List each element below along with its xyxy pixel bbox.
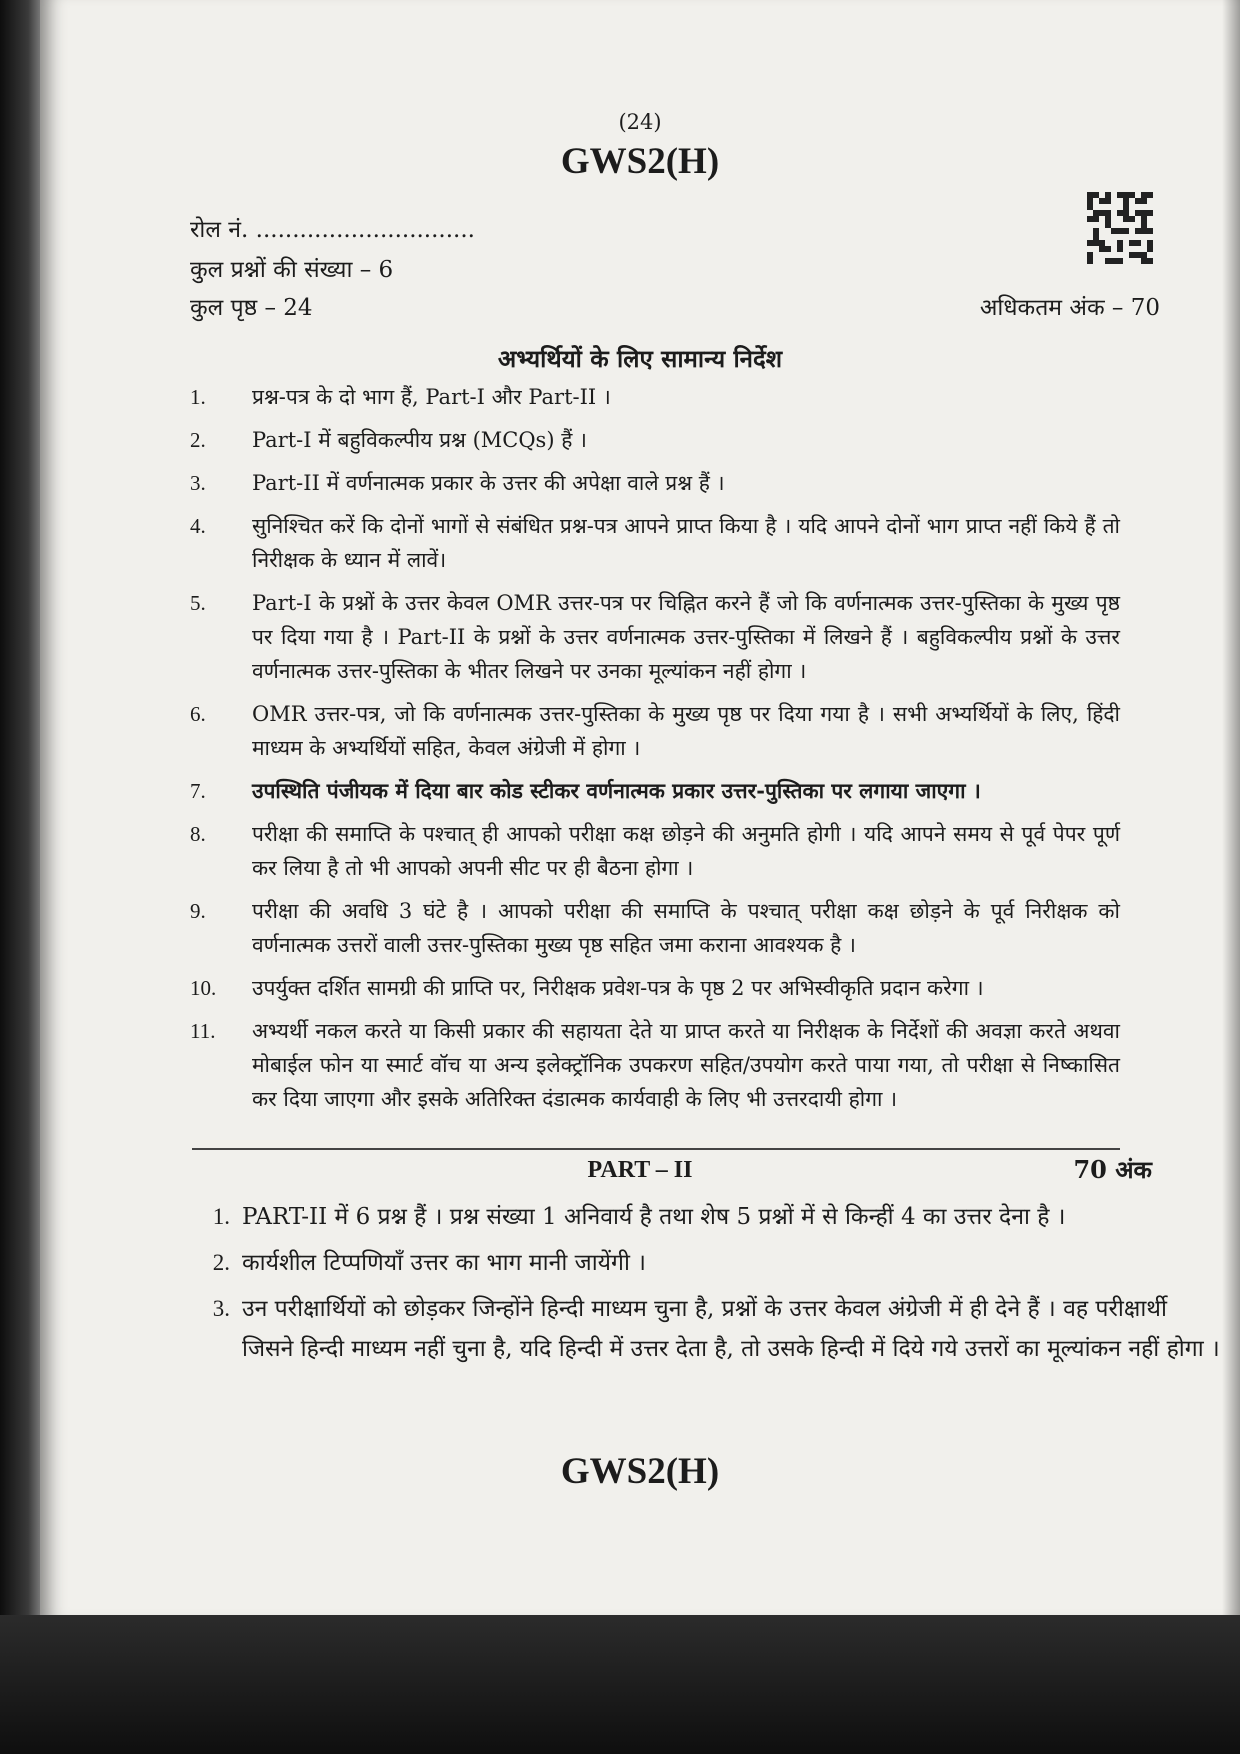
exam-page (40, 0, 1240, 1615)
page-edge-shadow (1222, 0, 1240, 1615)
list-item (190, 509, 1120, 577)
item-number: 1. (212, 1204, 230, 1229)
list-item (190, 774, 1120, 808)
list-item (190, 817, 1120, 885)
paper-code: GWS2(H) (560, 141, 720, 182)
list-item (190, 423, 1120, 457)
scan-bottom-background (0, 1615, 1240, 1754)
section-divider (192, 1148, 1120, 1150)
max-marks: अधिकतम अंक – 70 (979, 295, 1160, 321)
list-item (190, 697, 1120, 765)
item-text: Part-II में वर्णनात्मक प्रकार के उत्तर की अपेक्षा वाले प्रश्न हैं । (252, 471, 725, 495)
item-text: OMR उत्तर-पत्र, जो कि वर्णनात्मक उत्तर-पुस्तिका के मुख्य पृष्ठ पर दिया गया है । सभी अभ्यर्थियों के लिए, हिंदी माध्यम के अभ्यर्थियों सहित, केवल अंग्रेजी में होगा । (252, 702, 1120, 760)
item-number: 8. (190, 822, 206, 846)
item-text: कार्यशील टिप्पणियाँ उत्तर का भाग मानी जायेंगी । (242, 1250, 646, 1276)
instructions-list (190, 380, 1120, 1125)
page-number: (24) (618, 110, 662, 134)
item-number: 3. (190, 471, 206, 495)
item-number: 2. (212, 1250, 230, 1275)
list-item (190, 1014, 1120, 1116)
list-item (190, 1243, 1220, 1283)
list-item (190, 894, 1120, 962)
list-item (190, 1197, 1220, 1237)
list-item (190, 971, 1120, 1005)
item-number: 3. (212, 1296, 230, 1321)
qr-code-icon (1087, 192, 1153, 264)
item-number: 5. (190, 591, 206, 615)
item-number: 7. (190, 779, 206, 803)
item-text: उपर्युक्त दर्शित सामग्री की प्राप्ति पर, निरीक्षक प्रवेश-पत्र के पृष्ठ 2 पर अभिस्वीकृति प्रदान करेगा । (252, 976, 984, 1000)
item-text: उन परीक्षार्थियों को छोड़कर जिन्होंने हिन्दी माध्यम चुना है, प्रश्नों के उत्तर केवल अंग्रेजी में ही देने हैं । वह परीक्षार्थी जिसने हिन्दी माध्यम नहीं चुना है, यदि हिन्दी में उत्तर देता है, तो उसके हिन्दी में दिये गये उत्तरों का मूल्यांकन नहीं होगा । (242, 1296, 1220, 1362)
question-count: कुल प्रश्नों की संख्या – 6 (190, 257, 394, 283)
footer-paper-code: GWS2(H) (560, 1451, 720, 1492)
item-number: 10. (190, 976, 217, 1000)
scan-left-edge (0, 0, 40, 1754)
part-instructions-list (190, 1197, 1220, 1375)
list-item (190, 1289, 1220, 1369)
item-number: 1. (190, 385, 206, 409)
item-number: 2. (190, 428, 206, 452)
item-text: Part-I में बहुविकल्पीय प्रश्न (MCQs) हैं । (252, 428, 587, 452)
item-text: अभ्यर्थी नकल करते या किसी प्रकार की सहायता देते या प्राप्त करते या निरीक्षक के निर्देशों की अवज्ञा करते अथवा मोबाईल फोन या स्मार्ट वॉच या अन्य इलेक्ट्रॉनिक उपकरण सहित/उपयोग करते पाया गया, तो परीक्षा से निष्कासित कर दिया जाएगा और इसके अतिरिक्त दंडात्मक कार्यवाही के लिए भी उत्तरदायी होगा । (252, 1019, 1120, 1111)
item-number: 9. (190, 899, 206, 923)
item-text: परीक्षा की अवधि 3 घंटे है । आपको परीक्षा की समाप्ति के पश्चात् परीक्षा कक्ष छोड़ने के पूर्व निरीक्षक को वर्णनात्मक उत्तरों वाली उत्तर-पुस्तिका मुख्य पृष्ठ सहित जमा कराना आवश्यक है । (252, 899, 1120, 957)
total-pages: कुल पृष्ठ – 24 (190, 295, 313, 321)
instructions-heading: अभ्यर्थियों के लिए सामान्य निर्देश (497, 344, 783, 373)
item-text: PART-II में 6 प्रश्न हैं । प्रश्न संख्या 1 अनिवार्य है तथा शेष 5 प्रश्नों में से किन्हीं 4 का उत्तर देना है । (242, 1204, 1066, 1230)
list-item (190, 380, 1120, 414)
roll-number: रोल नं. .............................. (190, 217, 475, 243)
part-title: PART – II (587, 1157, 693, 1183)
item-number: 11. (190, 1019, 216, 1043)
list-item (190, 466, 1120, 500)
item-text: उपस्थिति पंजीयक में दिया बार कोड स्टीकर वर्णनात्मक प्रकार उत्तर-पुस्तिका पर लगाया जाएगा । (252, 778, 981, 803)
list-item (190, 586, 1120, 688)
part-marks: 70 अंक (1073, 1155, 1152, 1184)
item-text: परीक्षा की समाप्ति के पश्चात् ही आपको परीक्षा कक्ष छोड़ने की अनुमति होगी । यदि आपने समय से पूर्व पेपर पूर्ण कर लिया है तो भी आपको अपनी सीट पर ही बैठना होगा । (252, 822, 1120, 880)
item-text: सुनिश्चित करें कि दोनों भागों से संबंधित प्रश्न-पत्र आपने प्राप्त किया है । यदि आपने दोनों भाग प्राप्त नहीं किये हैं तो निरीक्षक के ध्यान में लावें। (252, 514, 1120, 572)
item-text: प्रश्न-पत्र के दो भाग हैं, Part-I और Part-II । (252, 385, 611, 409)
item-number: 4. (190, 514, 206, 538)
item-number: 6. (190, 702, 206, 726)
item-text: Part-I के प्रश्नों के उत्तर केवल OMR उत्तर-पत्र पर चिह्नित करने हैं जो कि वर्णनात्मक उत्तर-पुस्तिका के मुख्य पृष्ठ पर दिया गया है । Part-II के प्रश्नों के उत्तर वर्णनात्मक उत्तर-पुस्तिका में लिखने हैं । बहुविकल्पीय प्रश्नों के उत्तर वर्णनात्मक उत्तर-पुस्तिका के भीतर लिखने पर उनका मूल्यांकन नहीं होगा । (252, 591, 1120, 683)
